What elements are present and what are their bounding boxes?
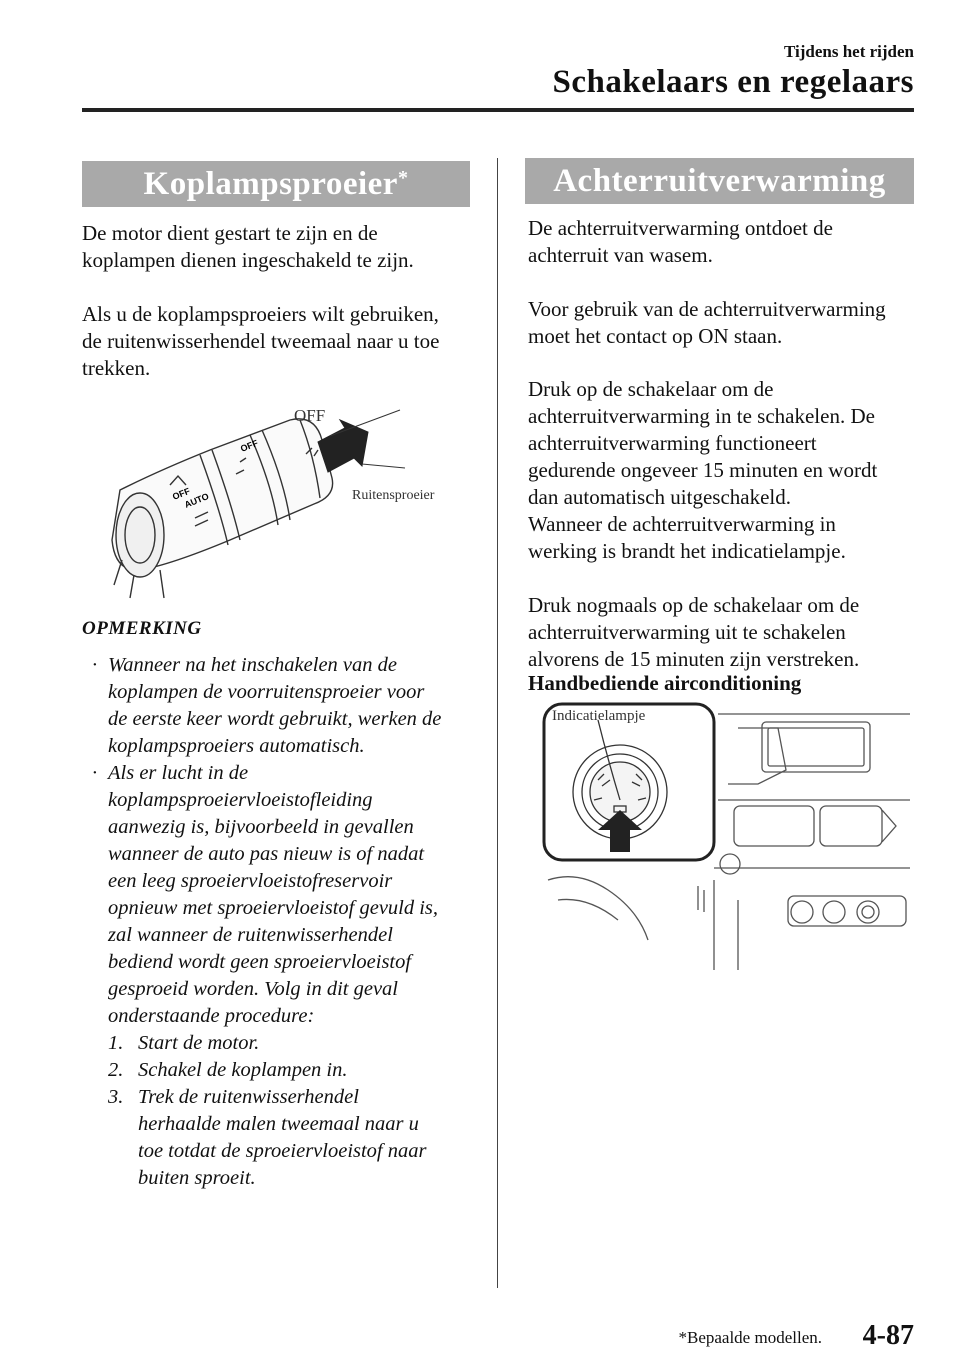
text-line: De achterruitverwarming ontdoet de	[528, 216, 833, 240]
left-paragraph-2	[82, 301, 492, 382]
text-line: herhaalde malen tweemaal naar u	[138, 1113, 419, 1135]
achterruitverwarming-title: Achterruitverwarming	[553, 163, 886, 199]
dashboard-figure	[538, 700, 910, 970]
text-line: Als u de koplampsproeiers wilt gebruiken,	[82, 302, 439, 326]
text-line: aanwezig is, bijvoorbeeld in gevallen	[108, 816, 414, 838]
step-number: 3.	[108, 1086, 124, 1108]
step-1	[82, 1030, 492, 1057]
text-line: werking is brandt het indicatielampje.	[528, 539, 846, 563]
right-paragraph-1	[528, 215, 918, 269]
achterruitverwarming-banner	[525, 158, 914, 204]
text-line: achterruitverwarming uit te schakelen	[528, 620, 846, 644]
text-line: een leeg sproeiervloeistofreservoir	[108, 870, 393, 892]
text-line: achterruit van wasem.	[528, 243, 713, 267]
chapter-title: Schakelaars en regelaars	[552, 64, 914, 100]
text-line: gedurende ongeveer 15 minuten en wordt	[528, 458, 878, 482]
lever-label-off-2: OFF	[239, 437, 260, 454]
step-number: 2.	[108, 1059, 124, 1081]
text-line: Schakel de koplampen in.	[138, 1059, 348, 1081]
text-line: Wanneer na het inschakelen van de	[108, 654, 398, 676]
text-line: zal wanneer de ruitenwisserhendel	[108, 924, 393, 946]
left-paragraph-1	[82, 220, 482, 274]
text-line: Druk op de schakelaar om de	[528, 377, 774, 401]
text-line: Wanneer de achterruitverwarming in	[528, 512, 836, 536]
step-2	[82, 1057, 492, 1084]
subheading-airconditioning: Handbediende airconditioning	[528, 671, 802, 695]
text-line: de ruitenwisserhendel tweemaal naar u toe	[82, 329, 440, 353]
text-line: alvorens de 15 minuten zijn verstreken.	[528, 647, 860, 671]
text-line: bediend wordt geen sproeiervloeistof	[108, 951, 412, 973]
note-body	[82, 652, 492, 1192]
text-line: Voor gebruik van de achterruitverwarming	[528, 297, 886, 321]
text-line: koplampsproeiervloeistofleiding	[108, 789, 373, 811]
label-indicatielampje: Indicatielampje	[552, 708, 646, 724]
text-line: Start de motor.	[138, 1032, 260, 1054]
text-line: koplampen de voorruitensproeier voor	[108, 681, 425, 703]
footnote-mark: *	[397, 167, 409, 189]
bullet-dot: ·	[92, 762, 98, 784]
koplampsproeier-banner	[82, 161, 470, 207]
dashboard-illustration	[538, 700, 910, 970]
note-title: OPMERKING	[82, 618, 202, 639]
text-line: toe totdat de sproeiervloeistof naar	[138, 1140, 427, 1162]
wiper-lever-figure	[100, 400, 460, 600]
lever-label-auto: AUTO	[183, 491, 211, 510]
text-line: De motor dient gestart te zijn en de	[82, 221, 378, 245]
text-line: wanneer de auto pas nieuw is of nadat	[108, 843, 425, 865]
right-paragraph-4	[528, 592, 918, 673]
text-line: achterruitverwarming functioneert	[528, 431, 817, 455]
text-line: opnieuw met sproeiervloeistof gevuld is,	[108, 897, 439, 919]
right-paragraph-3	[528, 376, 918, 565]
koplampsproeier-title: Koplampsproeier	[143, 166, 398, 202]
text-line: moet het contact op ON staan.	[528, 324, 783, 348]
text-line: buiten sproeit.	[138, 1167, 256, 1189]
note-bullet-1	[82, 652, 492, 760]
lever-label-off: OFF	[171, 485, 192, 502]
pull-arrow-icon	[318, 420, 368, 472]
text-line: achterruitverwarming in te schakelen. De	[528, 404, 875, 428]
section-title: Tijdens het rijden	[783, 42, 914, 61]
label-ruitensproeier: Ruitensproeier	[352, 488, 435, 503]
bullet-dot: ·	[92, 654, 98, 676]
text-line: koplampen dienen ingeschakeld te zijn.	[82, 248, 414, 272]
page-number: 4-87	[862, 1320, 914, 1351]
text-line: de eerste keer wordt gebruikt, werken de	[108, 708, 442, 730]
right-paragraph-2	[528, 296, 918, 350]
text-line: trekken.	[82, 356, 151, 380]
step-number: 1.	[108, 1032, 124, 1054]
column-divider	[497, 158, 498, 1288]
text-line: gesproeid worden. Volg in dit geval	[108, 978, 399, 1000]
text-line: Druk nogmaals op de schakelaar om de	[528, 593, 860, 617]
text-line: onderstaande procedure:	[108, 1005, 315, 1027]
label-off: OFF	[294, 406, 326, 425]
step-3	[82, 1084, 492, 1192]
text-line: Trek de ruitenwisserhendel	[138, 1086, 359, 1108]
header-rule	[82, 108, 914, 112]
note-bullet-2	[82, 760, 492, 1030]
text-line: Als er lucht in de	[108, 762, 249, 784]
text-line: koplampsproeiers automatisch.	[108, 735, 365, 757]
footnote: *Bepaalde modellen.	[678, 1328, 822, 1347]
text-line: dan automatisch uitgeschakeld.	[528, 485, 792, 509]
